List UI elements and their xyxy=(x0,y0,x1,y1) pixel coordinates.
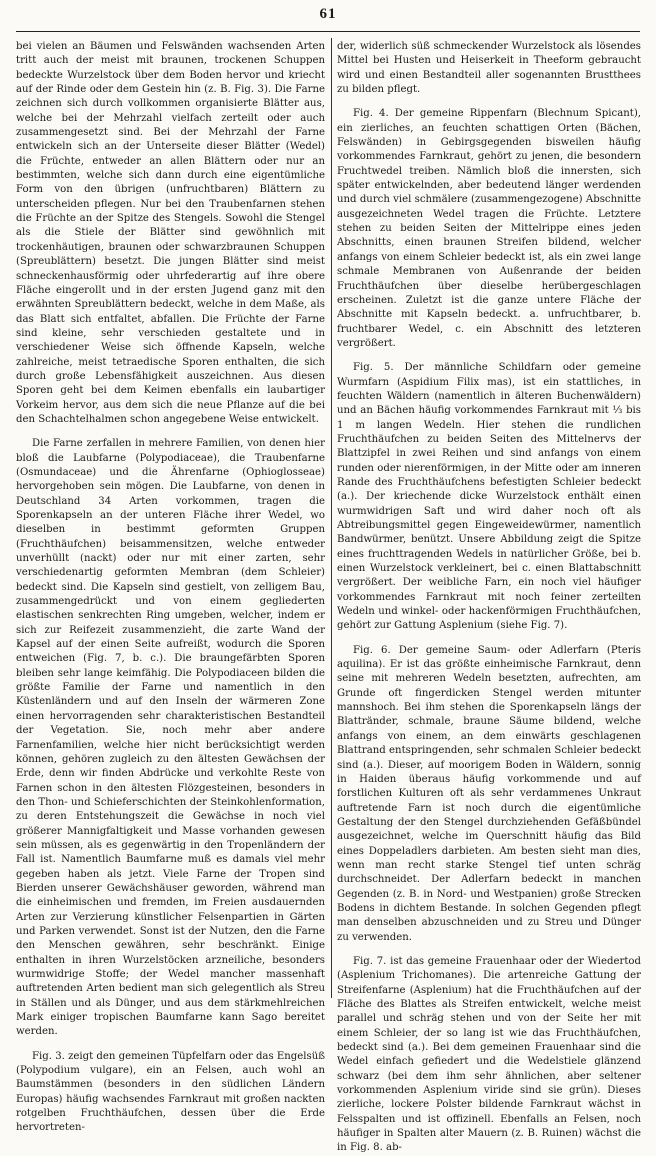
paragraph: Fig. 5. Der männliche Schildfarn oder gemeine Wurmfarn (Aspidium Filix mas), ist ein stattliches, in feuchten Wäldern (namentlich in älteren Buchenwäldern) und an Bächen häufig vorkommendes Farnkraut mit ⅓ bis 1 m langen Wedeln. Hier stehen die rundlichen Fruchthäufchen zu beiden Seiten des Mittelnervs der Blattzipfel in zwei Reihen und sind anfangs von einem runden oder nierenförmigen, in der Mitte oder am inneren Rande des Fruchthäufchens befestigten Schleier bedeckt (a.). Der kriechende dicke Wurzelstock enthält einen wurmwidrigen Saft und wird daher noch oft als Abtreibungsmittel gegen Eingeweidewürmer, namentlich Bandwürmer, benützt. Unsere Abbildung zeigt die Spitze eines fruchttragenden Wedels in natürlicher Größe, bei b. einen Wurzelstock verkleinert, bei c. einen Blattabschnitt vergrößert. Der weibliche Farn, ein noch viel häufiger vorkommendes Farnkraut mit noch feiner zerteilten Wedeln und winkel- oder hackenförmigen Fruchthäufchen, gehört zur Gattung Asplenium (siehe Fig. 7). xyxy=(337,362,641,632)
paragraph: Fig. 7. ist das gemeine Frauenhaar oder der Wiedertod (Asplenium Trichomanes). Die artenreiche Gattung der Streifenfarne (Asplenium) hat die Fruchthäufchen auf der Fläche des Blattes als Streifen entwickelt, welche meist parallel und schräg stehen und von der Seite her mit einem Schleier, der so lang ist wie das Fruchthäufchen, bedeckt sind (a.). Bei dem gemeinen Frauenhaar sind die Wedel einfach gefiedert und die Wedelstiele glänzend schwarz (bei dem ihm sehr ähnlichen, aber seltener vorkommenden Asplenium viride sind sie grün). Dieses zierliche, lockere Polster bildende Farnkraut wächst in Felsspalten und ist offizinell. Ebenfalls an Felsen, noch häufiger in Spalten alter Mauern (z. B. Ruinen) wächst die in Fig. 8. ab- xyxy=(337,955,641,1154)
paragraph: Die Farne zerfallen in mehrere Familien, von denen hier bloß die Laubfarne (Polypodiaceae), die Traubenfarne (Osmundaceae) und die Ährenfarne (Ophioglosseae) hervorgehoben sein mögen. Die Laubfarne, von denen in Deutschland 34 Arten vorkommen, tragen die Sporenkapseln an der unteren Fläche ihrer Wedel, wo dieselben in bestimmt geformten Gruppen (Fruchthäufchen) beisammensitzen, welche entweder unverhüllt (nackt) oder nur mit einer zarten, sehr verschiedenartig geformten Membran (dem Schleier) bedeckt sind. Die Kapseln sind gestielt, von zelligem Bau, zusammengedrückt und von einem gegliederten elastischen senkrechten Ring umgeben, welcher, indem er sich zur Reifezeit zusammenzieht, die zarte Wand der Kapsel auf der einen Seite aufreißt, wodurch die Sporen entweichen (Fig. 7, b. c.). Die braungefärbten Sporen bleiben sehr lange keimfähig. Die Polypodiaceen bilden die größte Familie der Farne und namentlich in den Küstenländern und auf den Inseln der wärmeren Zone einen hervorragenden sehr charakteristischen Bestandteil der Vegetation. Sie, noch mehr aber andere Farnenfamilien, welche hier nicht berücksichtigt werden können, gehören zugleich zu den ältesten Gewächsen der Erde, denn wir finden Abdrücke und verkohlte Reste von Farnen schon in den ältesten Flözgesteinen, besonders in den Thon- und Schieferschichten der Steinkohlenformation, zu deren Entstehungszeit die Gewächse in noch viel größerer Mannigfaltigkeit und Masse vorhanden gewesen sein müssen, als es gegenwärtig in den Tropenländern der Fall ist. Namentlich Baumfarne muß es damals viel mehr gegeben haben als jetzt. Viele Farne der Tropen sind Bierden unserer Gewächshäuser geworden, während man die einheimischen und fremden, im Freien ausdauernden Arten zur Verzierung künstlicher Felsenpartien in Gärten und Parken verwendet. Sonst ist der Nutzen, den die Farne den Menschen gewähren, sehr beschränkt. Einige enthalten in ihren Wurzelstöcken arzneiliche, besonders wurmwidrige Stoffe; der Wedel mancher massenhaft auftretenden Arten bedient man sich gelegentlich als Streu in Ställen und als Dünger, und aus dem stärkmehlreichen Mark einiger tropischen Baumfarne kann Sago bereitet werden. xyxy=(16,438,325,1038)
paragraph: Fig. 3. zeigt den gemeinen Tüpfelfarn oder das Engelsüß (Polypodium vulgare), ein an Felsen, auch wohl an Baumstämmen (besonders in den südlichen Ländern Europas) häufig wachsendes Farnkraut mit großen nackten rotgelben Fruchthäufchen, dessen über die Erde hervortreten- xyxy=(16,1050,325,1134)
paragraph: Fig. 6. Der gemeine Saum- oder Adlerfarn (Pteris aquilina). Er ist das größte einheimische Farnkraut, denn seine mit mehreren Wedeln besetzten, aufrechten, am Grunde oft fingerdicken Stengel werden mitunter mannshoch. Bei ihm stehen die Sporenkapseln längs der Blattränder, schmale, braune Säume bildend, welche anfangs von einem, an dem einwärts geschlagenen Blattrand entspringenden, sehr schmalen Schleier bedeckt sind (a.). Dieser, auf moorigem Boden in Wäldern, sonnig in Haiden überaus häufig vorkommende und auf forstlichen Kulturen oft als sehr verdammenes Unkraut auftretende Farn ist noch durch die eigentümliche Gestaltung der den Stengel durchziehenden Gefäßbündel ausgezeichnet, welche im Querschnitt häufig das Bild eines Doppeladlers darbieten. Am besten sieht man dies, wenn man recht starke Stengel tief unten schräg durchschneidet. Der Adlerfarn bedeckt in manchen Gegenden (z. B. in Nord- und Westpanien) große Strecken Bodens in dichtem Bestande. In solchen Gegenden pflegt man denselben abzuschneiden und zu Streu und Dünger zu verwenden. xyxy=(337,644,641,943)
paragraph: bei vielen an Bäumen und Felswänden wachsenden Arten tritt auch der meist mit braunen, trockenen Schuppen bedeckte Wurzelstock über dem Boden hervor und kriecht auf der Rinde oder dem Gestein hin (z. B. Fig. 3). Die Farne zeichnen sich durch vollkommen organisierte Blätter aus, welche bei der Mehrzahl vielfach zerteilt oder auch zusammengesetzt sind. Bei der Mehrzahl der Farne entwickeln sich an der Unterseite dieser Blätter (Wedel) die Früchte, entweder an allen Blättern oder nur an bestimmten, welche sich dann durch eine eigentümliche Form von den übrigen (unfruchtbaren) Blättern zu unterscheiden pflegen. Nur bei den Traubenfarnen stehen die Früchte an der Spitze des Stengels. Sowohl die Stengel als die Stiele der Blätter sind gewöhnlich mit trockenhäutigen, braunen oder schwarzbraunen Schuppen (Spreublättern) besetzt. Die jungen Blätter sind meist schneckenhausförmig oder uhrfederartig auf ihre obere Fläche eingerollt und in der ersten Jugend ganz mit den erwähnten Spreublättern bedeckt, welche in dem Maße, als das Blatt sich entfaltet, abfallen. Die Früchte der Farne sind kleine, sehr verschieden gestaltete und in verschiedener Weise sich öffnende Kapseln, welche zahlreiche, meist tetraedische Sporen enthalten, die sich durch große Lebensfähigkeit auszeichnen. Aus diesen Sporen geht bei dem Keimen ebenfalls ein laubartiger Vorkeim hervor, aus dem sich die neue Pflanze auf die bei den Schachtelhalmen schon angegebene Weise entwickelt. xyxy=(16,41,325,425)
column-divider xyxy=(331,38,332,998)
paragraph: der, widerlich süß schmeckender Wurzelstock als lösendes Mittel bei Husten und Heiserkeit in Theeform gebraucht wird und einen Bestandteil aller sogenannten Brustthees zu bilden pflegt. xyxy=(337,41,641,96)
left-column xyxy=(16,40,325,1134)
right-column xyxy=(337,40,641,1154)
header-rule xyxy=(16,31,640,32)
page-number: 61 xyxy=(319,6,337,22)
paragraph: Fig. 4. Der gemeine Rippenfarn (Blechnum Spicant), ein zierliches, an feuchten schattigen Orten (Bächen, Felswänden) in Gebirgsgegenden bisweilen häufig vorkommendes Farnkraut, gehört zu jenen, die besondern Fruchtwedel treiben. Nämlich bloß die innersten, sich später entwickelnden, aber bedeutend länger werdenden und durch viel schmälere (zusammengezogene) Abschnitte ausgezeichneten Wedel tragen die Früchte. Letztere stehen zu beiden Seiten der Mittelrippe eines jeden Abschnitts, einen braunen Streifen bildend, welcher anfangs von einem Schleier bedeckt ist, als ein zwei lange schmale Membranen von Außenrande der beiden Fruchthäufchen über dieselbe herübergeschlagen erscheinen. Zuletzt ist die ganze untere Fläche der Abschnitte mit Kapseln bedeckt. a. unfruchtbarer, b. fruchtbarer Wedel, c. ein Abschnitt des letzteren vergrößert. xyxy=(337,108,641,349)
